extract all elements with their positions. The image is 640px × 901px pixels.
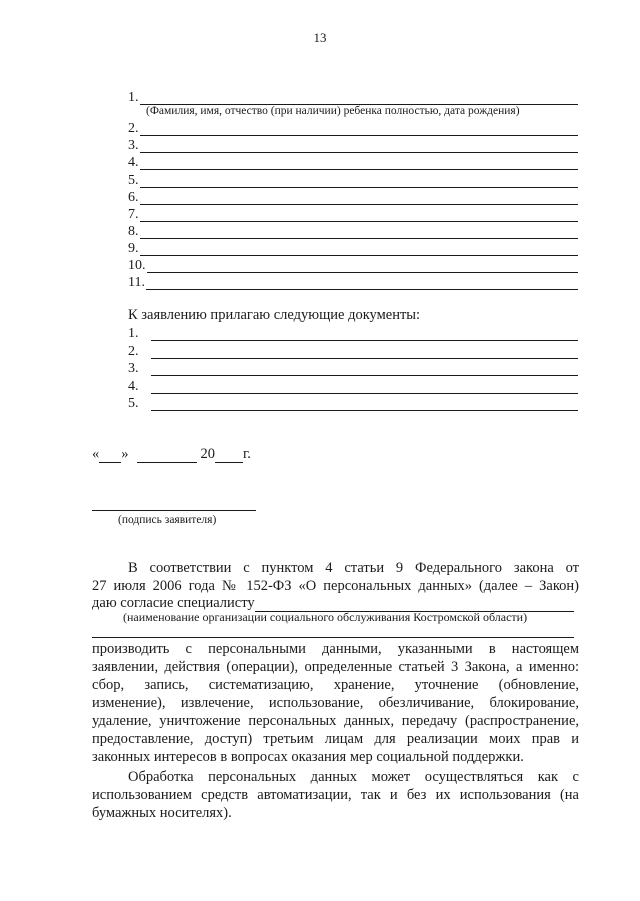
line-number: 4. — [128, 379, 139, 394]
fill-line — [140, 90, 579, 105]
document-line-4[interactable] — [128, 376, 578, 394]
line-number: 3. — [128, 361, 139, 376]
document-line-3[interactable] — [128, 358, 578, 376]
consent-body-line: заявлении, действия (операции), определенные статьей 3 Закона, а именно: — [92, 659, 579, 675]
child-line-11[interactable] — [128, 272, 578, 290]
fill-line — [147, 258, 579, 273]
processing-line-1: Обработка персональных данных может осуществляться как с — [128, 769, 579, 785]
fill-line — [140, 173, 579, 188]
organization-continuation-line[interactable] — [92, 637, 574, 638]
fill-line — [151, 396, 579, 411]
line-number: 9. — [128, 241, 139, 256]
day-blank[interactable] — [99, 448, 121, 463]
line-number: 5. — [128, 173, 139, 188]
year-prefix: 20 — [200, 446, 215, 462]
consent-specialist-text: даю согласие специалисту — [92, 595, 255, 611]
processing-line-2: использованием средств автоматизации, так и без их использования (на — [92, 787, 579, 803]
fill-line — [140, 155, 579, 170]
page-number: 13 — [313, 30, 327, 45]
fill-line — [140, 138, 579, 153]
document-line-2[interactable] — [128, 341, 578, 359]
fill-line — [140, 121, 579, 136]
fill-line — [140, 241, 579, 256]
fill-line — [140, 190, 579, 205]
month-blank[interactable] — [137, 448, 197, 463]
document-line-1[interactable] — [128, 323, 578, 341]
child-line-3[interactable] — [128, 135, 578, 153]
year-blank[interactable] — [215, 448, 243, 463]
consent-body-line: производить с персональными данными, указанными в настоящем — [92, 641, 579, 657]
consent-line-1: В соответствии с пунктом 4 статьи 9 Федерального закона от — [128, 560, 579, 576]
year-suffix: г. — [243, 446, 251, 462]
signature-caption: (подпись заявителя) — [118, 514, 217, 526]
open-quote: « — [92, 446, 100, 462]
consent-body-line: удаление, уничтожение персональных данных, передачу (распространение, — [92, 713, 579, 729]
line-number: 6. — [128, 190, 139, 205]
processing-line-3: бумажных носителях). — [92, 805, 232, 821]
child-line-5[interactable] — [128, 170, 578, 188]
fill-line — [140, 207, 579, 222]
fill-line — [151, 361, 579, 376]
consent-body-line: предоставление, доступ) третьим лицам для реализации моих прав и — [92, 731, 579, 747]
fill-line — [146, 275, 578, 290]
child-line-10[interactable] — [128, 255, 578, 273]
document-line-5[interactable] — [128, 393, 578, 411]
line-number: 1. — [128, 90, 139, 105]
organization-caption: (наименование организации социального обслуживания Костромской области) — [123, 610, 528, 624]
child-line-9[interactable] — [128, 238, 578, 256]
line-number: 1. — [128, 326, 139, 341]
consent-body-line: законных интересов в вопросах оказания мер социальной поддержки. — [92, 749, 524, 765]
line-number: 10. — [128, 258, 146, 273]
date-field — [92, 446, 251, 463]
consent-body-line: сбор, запись, систематизацию, хранение, уточнение (обновление, — [92, 677, 579, 693]
child-line-1[interactable] — [128, 87, 578, 105]
child-line-4[interactable] — [128, 152, 578, 170]
fill-line — [151, 344, 579, 359]
line-number: 3. — [128, 138, 139, 153]
line-number: 4. — [128, 155, 139, 170]
child-line-7[interactable] — [128, 204, 578, 222]
line-number: 8. — [128, 224, 139, 239]
consent-line-2: 27 июля 2006 года № 152-ФЗ «О персональных данных» (далее – Закон) — [92, 578, 579, 594]
child-line-8[interactable] — [128, 221, 578, 239]
signature-line[interactable] — [92, 510, 256, 511]
line-number: 2. — [128, 121, 139, 136]
line-number: 5. — [128, 396, 139, 411]
line-number: 11. — [128, 275, 145, 290]
fill-line — [151, 326, 579, 341]
fill-line — [151, 379, 579, 394]
child-line-6[interactable] — [128, 187, 578, 205]
child-line-2[interactable] — [128, 118, 578, 136]
line-number: 7. — [128, 207, 139, 222]
close-quote: » — [121, 446, 129, 462]
child-caption: (Фамилия, имя, отчество (при наличии) ребенка полностью, дата рождения) — [146, 105, 520, 117]
consent-body-line: изменение), извлечение, использование, обезличивание, блокирование, — [92, 695, 579, 711]
documents-heading: К заявлению прилагаю следующие документы: — [128, 307, 421, 323]
fill-line — [140, 224, 579, 239]
line-number: 2. — [128, 344, 139, 359]
